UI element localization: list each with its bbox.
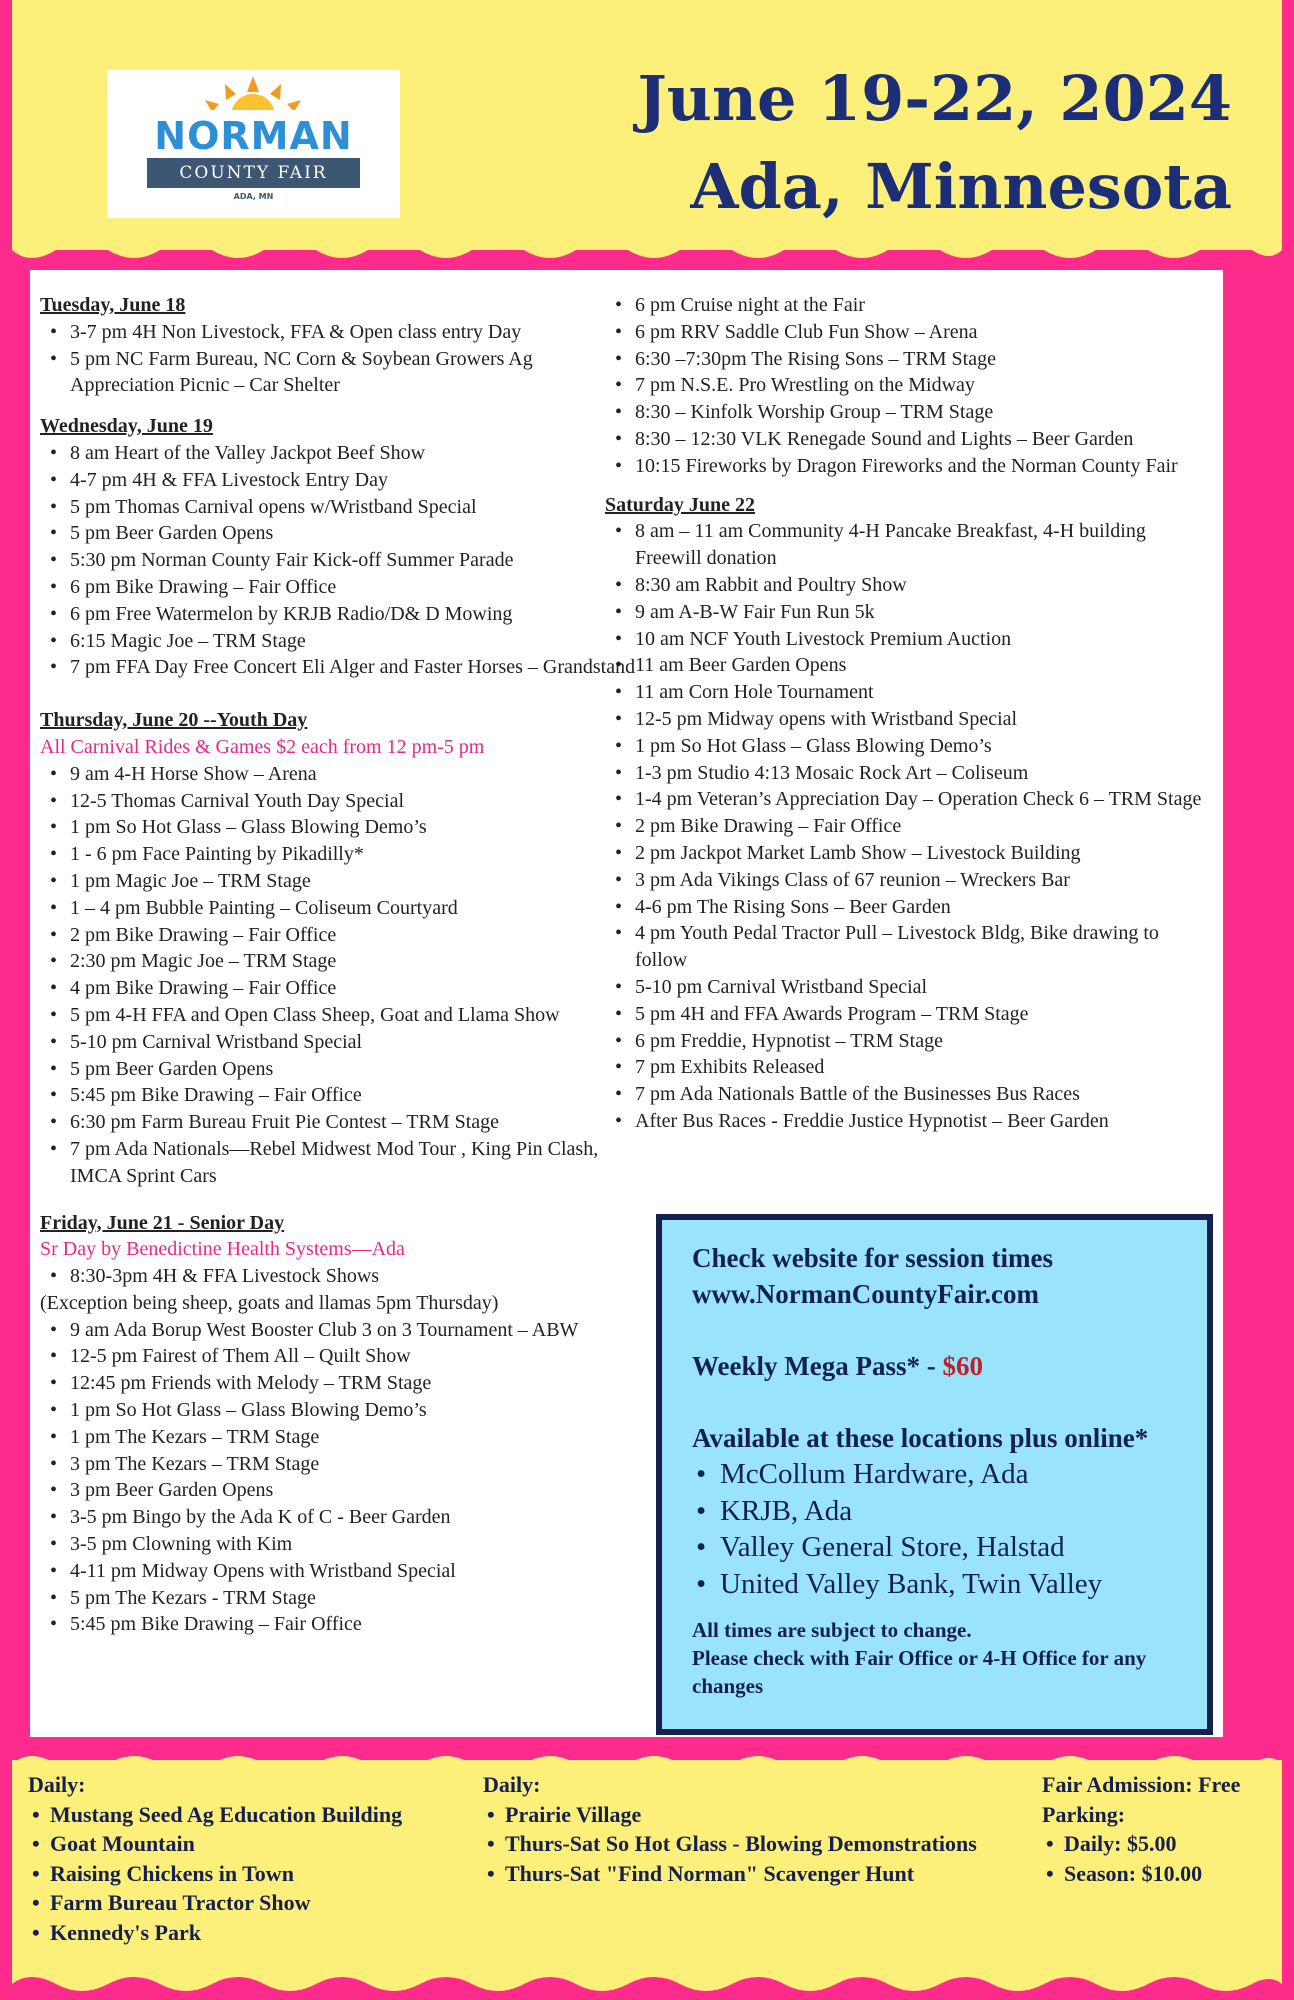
list-item: • 1 – 4 pm Bubble Painting – Coliseum Courtyard bbox=[70, 895, 640, 922]
list-item: • 1 pm The Kezars – TRM Stage bbox=[70, 1424, 640, 1451]
thursday-note: All Carnival Rides & Games $2 each from 12 pm-5 pm bbox=[40, 735, 485, 758]
list-item: • 2:30 pm Magic Joe – TRM Stage bbox=[70, 948, 640, 975]
footer-daily-2-list bbox=[483, 1800, 1043, 1889]
list-item: • 10:15 Fireworks by Dragon Fireworks and the Norman County Fair bbox=[635, 453, 1215, 480]
list-item: • 2 pm Bike Drawing – Fair Office bbox=[70, 922, 640, 949]
event-dates: June 19-22, 2024 bbox=[637, 62, 1232, 135]
list-item: • 3 pm Ada Vikings Class of 67 reunion – Wreckers Bar bbox=[635, 867, 1215, 894]
list-item: • 7 pm N.S.E. Pro Wrestling on the Midway bbox=[635, 372, 1215, 399]
list-item: • 1 pm So Hot Glass – Glass Blowing Demo’s bbox=[70, 1397, 640, 1424]
list-item: • 5:45 pm Bike Drawing – Fair Office bbox=[70, 1082, 640, 1109]
list-item: • Valley General Store, Halstad bbox=[720, 1529, 1192, 1566]
thursday-section bbox=[40, 707, 640, 1189]
list-item: • 1 pm So Hot Glass – Glass Blowing Demo’s bbox=[635, 733, 1215, 760]
list-item: • 5 pm Beer Garden Opens bbox=[70, 1056, 640, 1083]
friday-list-continued bbox=[40, 1317, 640, 1639]
friday-evening-list bbox=[605, 292, 1215, 480]
list-item: • 6 pm Freddie, Hypnotist – TRM Stage bbox=[635, 1028, 1215, 1055]
list-item: • McCollum Hardware, Ada bbox=[720, 1456, 1192, 1493]
list-item: • 6 pm Cruise night at the Fair bbox=[635, 292, 1215, 319]
admission-line: Fair Admission: Free bbox=[1042, 1772, 1241, 1797]
list-item: • 1-3 pm Studio 4:13 Mosaic Rock Art – Coliseum bbox=[635, 760, 1215, 787]
wednesday-section bbox=[40, 413, 640, 681]
list-item: • Prairie Village bbox=[505, 1800, 1043, 1830]
list-item: • 7 pm Ada Nationals Battle of the Businesses Bus Races bbox=[635, 1081, 1215, 1108]
list-item: • Kennedy's Park bbox=[50, 1918, 448, 1948]
list-item: • 4-6 pm The Rising Sons – Beer Garden bbox=[635, 894, 1215, 921]
list-item: • 2 pm Bike Drawing – Fair Office bbox=[635, 813, 1215, 840]
logo-location: ADA, MN bbox=[233, 192, 274, 201]
schedule-right-column bbox=[605, 292, 1215, 1143]
disclaimer bbox=[692, 1616, 1192, 1700]
list-item: • 3-7 pm 4H Non Livestock, FFA & Open class entry Day bbox=[70, 319, 640, 346]
list-item: • Thurs-Sat So Hot Glass - Blowing Demonstrations bbox=[505, 1829, 1043, 1859]
list-item: • 8:30 – Kinfolk Worship Group – TRM Stage bbox=[635, 399, 1215, 426]
list-item: • 1 pm So Hot Glass – Glass Blowing Demo’s bbox=[70, 814, 640, 841]
list-item: • 5 pm 4-H FFA and Open Class Sheep, Goat and Llama Show bbox=[70, 1002, 640, 1029]
list-item: • 3-5 pm Clowning with Kim bbox=[70, 1531, 640, 1558]
list-item: • 1 pm Magic Joe – TRM Stage bbox=[70, 868, 640, 895]
footer-bottom-wave bbox=[0, 1960, 1294, 2000]
list-item: • 3-5 pm Bingo by the Ada K of C - Beer Garden bbox=[70, 1504, 640, 1531]
mega-pass-price: $60 bbox=[942, 1351, 983, 1381]
list-item: • 8:30-3pm 4H & FFA Livestock Shows bbox=[70, 1263, 640, 1290]
footer-daily-2-heading: Daily: bbox=[483, 1772, 541, 1797]
list-item: • 9 am A-B-W Fair Fun Run 5k bbox=[635, 599, 1215, 626]
list-item: • 6:30 pm Farm Bureau Fruit Pie Contest – TRM Stage bbox=[70, 1109, 640, 1136]
list-item: • 12-5 pm Midway opens with Wristband Special bbox=[635, 706, 1215, 733]
parking-label: Parking: bbox=[1042, 1801, 1126, 1827]
list-item: • 3 pm The Kezars – TRM Stage bbox=[70, 1451, 640, 1478]
list-item: • Raising Chickens in Town bbox=[50, 1859, 448, 1889]
list-item: • 1 - 6 pm Face Painting by Pikadilly* bbox=[70, 841, 640, 868]
list-item: • 7 pm Exhibits Released bbox=[635, 1054, 1215, 1081]
list-item: • 9 am Ada Borup West Booster Club 3 on 3 Tournament – ABW bbox=[70, 1317, 640, 1344]
list-item: • 4-11 pm Midway Opens with Wristband Special bbox=[70, 1558, 640, 1585]
locations-list bbox=[692, 1456, 1192, 1602]
saturday-section bbox=[605, 492, 1215, 1135]
wednesday-heading: Wednesday, June 19 bbox=[40, 415, 213, 438]
thursday-list bbox=[40, 761, 640, 1190]
list-item: • 11 am Beer Garden Opens bbox=[635, 652, 1215, 679]
saturday-heading: Saturday June 22 bbox=[605, 493, 756, 516]
list-item: • 9 am 4-H Horse Show – Arena bbox=[70, 761, 640, 788]
list-item: • 12-5 Thomas Carnival Youth Day Special bbox=[70, 788, 640, 815]
footer-daily-1 bbox=[28, 1770, 448, 1947]
list-item: • 8 am Heart of the Valley Jackpot Beef Show bbox=[70, 440, 640, 467]
list-item: • 10 am NCF Youth Livestock Premium Auction bbox=[635, 626, 1215, 653]
list-item: • 8:30 am Rabbit and Poultry Show bbox=[635, 572, 1215, 599]
logo-banner: COUNTY FAIR bbox=[147, 158, 360, 188]
list-item: • 12:45 pm Friends with Melody – TRM Stage bbox=[70, 1370, 640, 1397]
list-item: • 5 pm Beer Garden Opens bbox=[70, 520, 640, 547]
list-item: • 4 pm Bike Drawing – Fair Office bbox=[70, 975, 640, 1002]
session-times-note: Check website for session times bbox=[692, 1243, 1053, 1273]
schedule-left-column bbox=[40, 292, 640, 1646]
footer-daily-1-list bbox=[28, 1800, 448, 1948]
friday-continued-section bbox=[605, 292, 1215, 480]
list-item: • 4-7 pm 4H & FFA Livestock Entry Day bbox=[70, 467, 640, 494]
list-item: • KRJB, Ada bbox=[720, 1493, 1192, 1530]
list-item: • After Bus Races - Freddie Justice Hypnotist – Beer Garden bbox=[635, 1108, 1215, 1135]
list-item: • 5-10 pm Carnival Wristband Special bbox=[635, 974, 1215, 1001]
mega-pass-label: Weekly Mega Pass* - bbox=[692, 1351, 943, 1381]
footer-daily-1-heading: Daily: bbox=[28, 1772, 86, 1797]
list-item: • United Valley Bank, Twin Valley bbox=[720, 1566, 1192, 1603]
list-item: • Daily: $5.00 bbox=[1064, 1829, 1282, 1859]
wednesday-list bbox=[40, 440, 640, 681]
friday-exception: (Exception being sheep, goats and llamas 5pm Thursday) bbox=[40, 1291, 499, 1314]
list-item: • 2 pm Jackpot Market Lamb Show – Livestock Building bbox=[635, 840, 1215, 867]
friday-heading: Friday, June 21 - Senior Day bbox=[40, 1211, 285, 1234]
list-item: • 8 am – 11 am Community 4-H Pancake Breakfast, 4-H building Freewill donation bbox=[635, 518, 1215, 572]
list-item: • 6 pm RRV Saddle Club Fun Show – Arena bbox=[635, 319, 1215, 346]
list-item: • 5 pm NC Farm Bureau, NC Corn & Soybean Growers Ag Appreciation Picnic – Car Shelter bbox=[70, 346, 640, 400]
thursday-heading: Thursday, June 20 --Youth Day bbox=[40, 709, 308, 732]
list-item: • 5:45 pm Bike Drawing – Fair Office bbox=[70, 1611, 640, 1638]
list-item: • 5 pm The Kezars - TRM Stage bbox=[70, 1585, 640, 1612]
event-location: Ada, Minnesota bbox=[690, 150, 1232, 223]
locations-heading: Available at these locations plus online* bbox=[692, 1423, 1149, 1453]
list-item: • 8:30 – 12:30 VLK Renegade Sound and Lights – Beer Garden bbox=[635, 426, 1215, 453]
list-item: • 5:30 pm Norman County Fair Kick-off Summer Parade bbox=[70, 547, 640, 574]
disclaimer-line-2: Please check with Fair Office or 4-H Office for any changes bbox=[692, 1646, 1147, 1698]
list-item: • 7 pm Ada Nationals—Rebel Midwest Mod Tour , King Pin Clash, IMCA Sprint Cars bbox=[70, 1136, 640, 1190]
website-link[interactable]: www.NormanCountyFair.com bbox=[692, 1279, 1039, 1309]
mega-pass-line bbox=[692, 1348, 1192, 1384]
list-item: • Season: $10.00 bbox=[1064, 1859, 1282, 1889]
list-item: • 6:30 –7:30pm The Rising Sons – TRM Stage bbox=[635, 346, 1215, 373]
disclaimer-line-1: All times are subject to change. bbox=[692, 1618, 972, 1642]
list-item: • Mustang Seed Ag Education Building bbox=[50, 1800, 448, 1830]
list-item: • Thurs-Sat "Find Norman" Scavenger Hunt bbox=[505, 1859, 1043, 1889]
list-item: • 3 pm Beer Garden Opens bbox=[70, 1477, 640, 1504]
tuesday-section bbox=[40, 292, 640, 399]
list-item: • 6:15 Magic Joe – TRM Stage bbox=[70, 628, 640, 655]
list-item: • 1-4 pm Veteran’s Appreciation Day – Operation Check 6 – TRM Stage bbox=[635, 786, 1215, 813]
saturday-list bbox=[605, 518, 1215, 1134]
list-item: • 4 pm Youth Pedal Tractor Pull – Livestock Bldg, Bike drawing to follow bbox=[635, 920, 1215, 974]
tuesday-heading: Tuesday, June 18 bbox=[40, 294, 186, 316]
list-item: • 5 pm Thomas Carnival opens w/Wristband Special bbox=[70, 494, 640, 521]
footer-admission bbox=[1042, 1770, 1282, 1888]
friday-section bbox=[40, 1210, 640, 1639]
footer-daily-2 bbox=[483, 1770, 1043, 1888]
list-item: • 11 am Corn Hole Tournament bbox=[635, 679, 1215, 706]
friday-note: Sr Day by Benedictine Health Systems—Ada bbox=[40, 1238, 405, 1261]
list-item: • 5-10 pm Carnival Wristband Special bbox=[70, 1029, 640, 1056]
friday-list bbox=[40, 1263, 640, 1290]
list-item: • 5 pm 4H and FFA Awards Program – TRM Stage bbox=[635, 1001, 1215, 1028]
list-item: • 12-5 pm Fairest of Them All – Quilt Show bbox=[70, 1343, 640, 1370]
norman-county-fair-logo bbox=[107, 70, 400, 218]
logo-name: NORMAN bbox=[154, 114, 353, 158]
list-item: • 6 pm Bike Drawing – Fair Office bbox=[70, 574, 640, 601]
pass-info-box bbox=[656, 1214, 1213, 1735]
tuesday-list bbox=[40, 319, 640, 399]
list-item: • 6 pm Free Watermelon by KRJB Radio/D& D Mowing bbox=[70, 601, 640, 628]
list-item: • 7 pm FFA Day Free Concert Eli Alger and Faster Horses – Grandstand bbox=[70, 654, 640, 681]
list-item: • Farm Bureau Tractor Show bbox=[50, 1888, 448, 1918]
list-item: • Goat Mountain bbox=[50, 1829, 448, 1859]
parking-list bbox=[1042, 1829, 1282, 1888]
